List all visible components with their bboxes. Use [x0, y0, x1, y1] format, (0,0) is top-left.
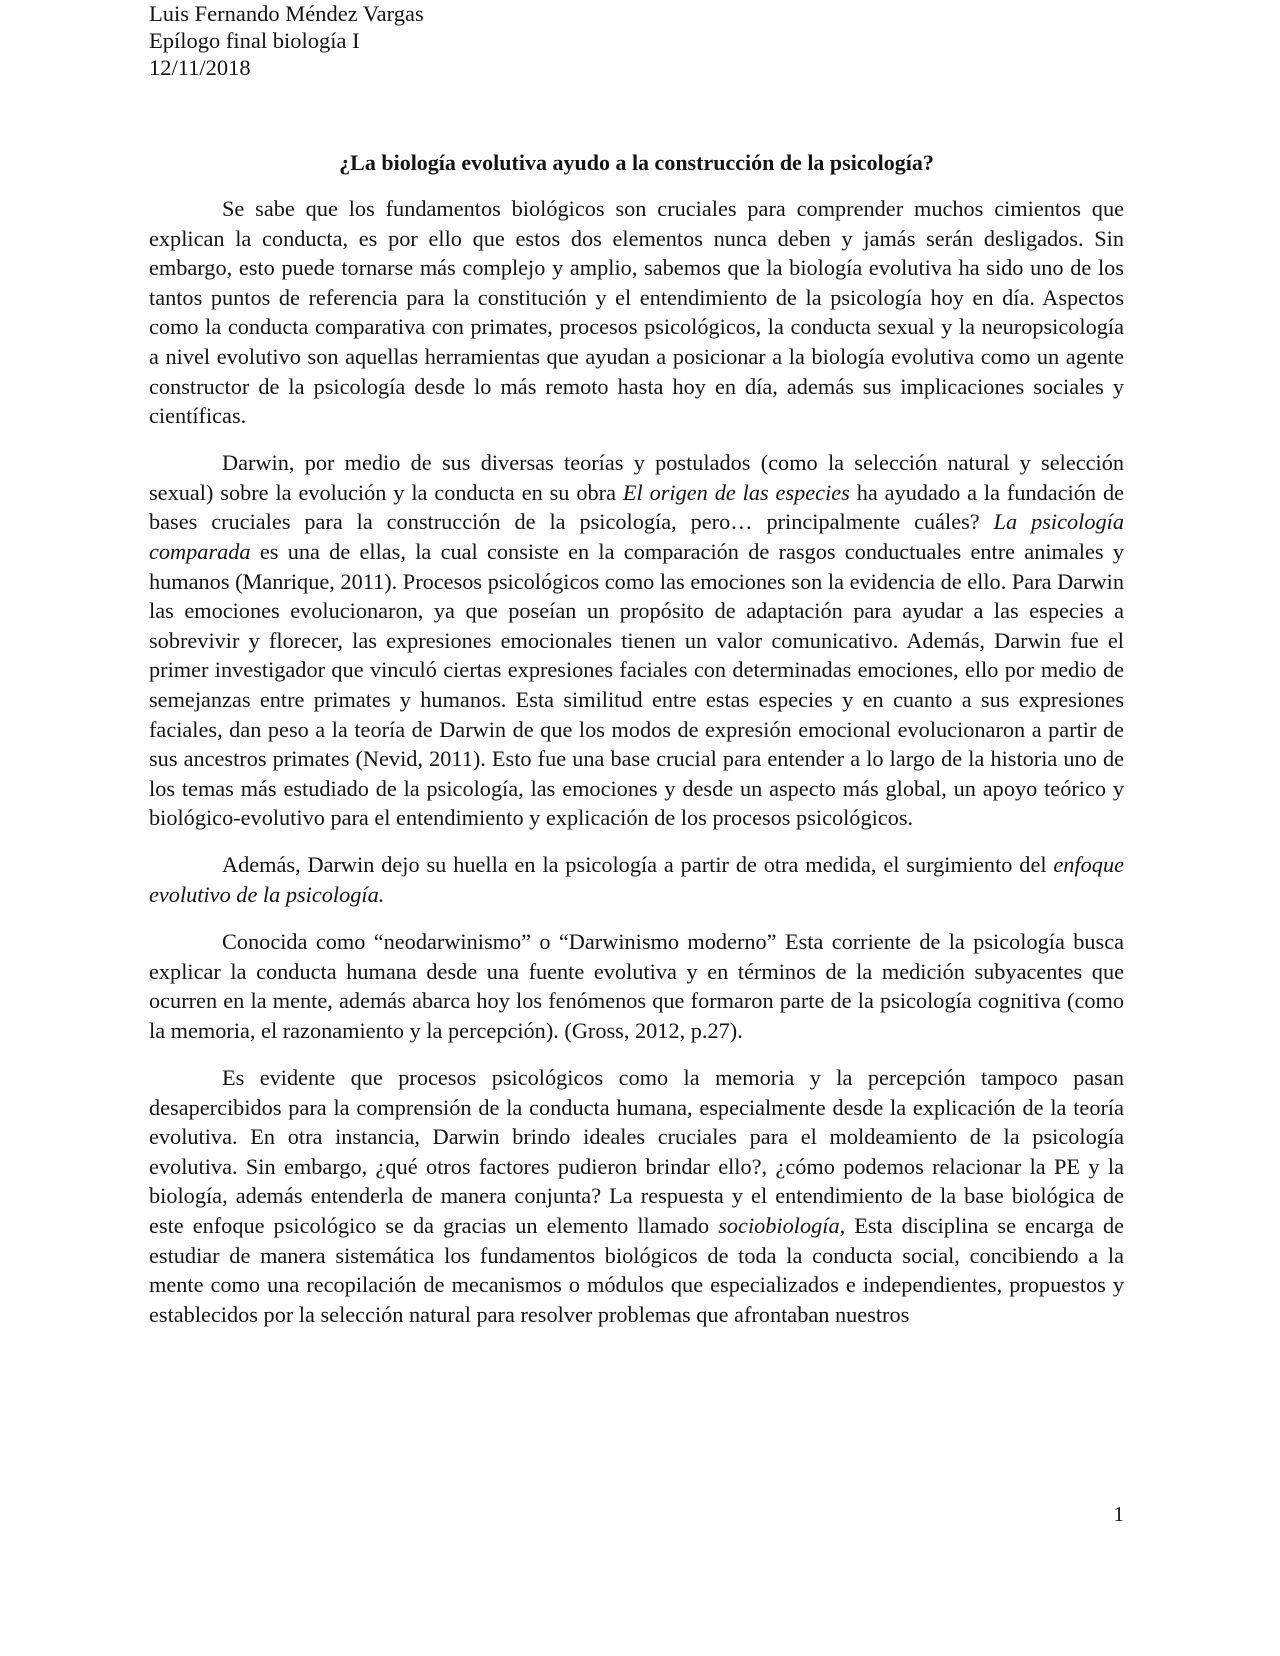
paragraph-5-text: Esta disciplina se encarga de estudiar de manera sistemática los fundamentos biológicos de toda la conducta social, concibiendo a la mente como una recopilación de mecanismos o módulos que especializados e independientes, propuestos y establecidos por la selección natural para resolver problemas que afrontaban nuestros [149, 1213, 1124, 1327]
paragraph-2-text: Darwin, por medio de sus diversas teorías y postulados (como la selección natural y selección sexual) sobre la evolución y la conducta en su obra [149, 450, 1124, 505]
document-header [149, 0, 424, 81]
paragraph-2-text: ha ayudado a la fundación de bases cruciales para la construcción de la psicología, pero… principalmente cuáles? [149, 479, 1124, 535]
author-name: Luis Fernando Méndez Vargas [149, 1, 424, 26]
paragraph-2-text: es una de ellas, la cual consiste en la comparación de rasgos conductuales entre animales y humanos (Manrique, 2011). Procesos psicológicos como las emociones son la evidencia de ello. Para Darwin las emociones evolucionaron, ya que poseían un propósito de adaptación para ayudar a las especies a sobrevivir y florecer, las expresiones emocionales tienen un valor comunicativo. Además, Darwin fue el primer investigador que vinculó ciertas expresiones faciales con determinadas emociones, ello por medio de semejanzas entre primates y humanos. Esta similitud entre estas especies y en cuanto a sus expresiones faciales, dan peso a la teoría de Darwin de que los modos de expresión emocional evolucionaron a partir de sus ancestros primates (Nevid, 2011). Esto fue una base crucial para entender a lo largo de la historia uno de los temas más estudiado de la psicología, las emociones y desde un aspecto más global, un apoyo teórico y biológico-evolutivo para el entendimiento y explicación de los procesos psicológicos. [149, 539, 1124, 831]
paragraph-2 [149, 448, 1124, 833]
term-sociobiology: sociobiología, [718, 1213, 846, 1238]
paragraph-3-text: Además, Darwin dejo su huella en la psicología a partir de otra medida, el surgimiento del [222, 852, 1054, 878]
course-name: Epílogo final biología I [149, 28, 360, 53]
term-evolutionary-approach: enfoque evolutivo de la psicología. [149, 852, 1124, 908]
document-date: 12/11/2018 [149, 55, 251, 80]
term-comparative-psychology: La psicología comparada [149, 509, 1124, 565]
essay-body [149, 194, 1124, 1329]
paragraph-5-text: Es evidente que procesos psicológicos como la memoria y la percepción tampoco pasan desapercibidos para la comprensión de la conducta humana, especialmente desde la explicación de la teoría evolutiva. En otra instancia, Darwin brindo ideales cruciales para el moldeamiento de la psicología evolutiva. Sin embargo, ¿qué otros factores pudieron brindar ello?, ¿cómo podemos relacionar la PE y la biología, además entenderla de manera conjunta? La respuesta y el entendimiento de la base biológica de este enfoque psicológico se da gracias un elemento llamado [149, 1065, 1124, 1238]
page-number: 1 [1113, 1502, 1124, 1526]
paragraph-1: Se sabe que los fundamentos biológicos son cruciales para comprender muchos cimientos que explican la conducta, es por ello que estos dos elementos nunca deben y jamás serán desligados. Sin embargo, esto puede tornarse más complejo y amplio, sabemos que la biología evolutiva ha sido uno de los tantos puntos de referencia para la constitución y el entendimiento de la psicología hoy en día. Aspectos como la conducta comparativa con primates, procesos psicológicos, la conducta sexual y la neuropsicología a nivel evolutivo son aquellas herramientas que ayudan a posicionar a la biología evolutiva como un agente constructor de la psicología desde lo más remoto hasta hoy en día, además sus implicaciones sociales y científicas. [149, 196, 1124, 429]
paragraph-4: Conocida como “neodarwinismo” o “Darwinismo moderno” Esta corriente de la psicología busca explicar la conducta humana desde una fuente evolutiva y en términos de la medición subyacentes que ocurren en la mente, además abarca hoy los fenómenos que formaron parte de la psicología cognitiva (como la memoria, el razonamiento y la percepción). (Gross, 2012, p.27). [149, 929, 1124, 1043]
paragraph-5 [149, 1063, 1124, 1329]
essay-title: ¿La biología evolutiva ayudo a la construcción de la psicología? [339, 150, 934, 175]
book-title-origin-of-species: El origen de las especies [622, 479, 850, 505]
paragraph-3 [149, 850, 1124, 909]
